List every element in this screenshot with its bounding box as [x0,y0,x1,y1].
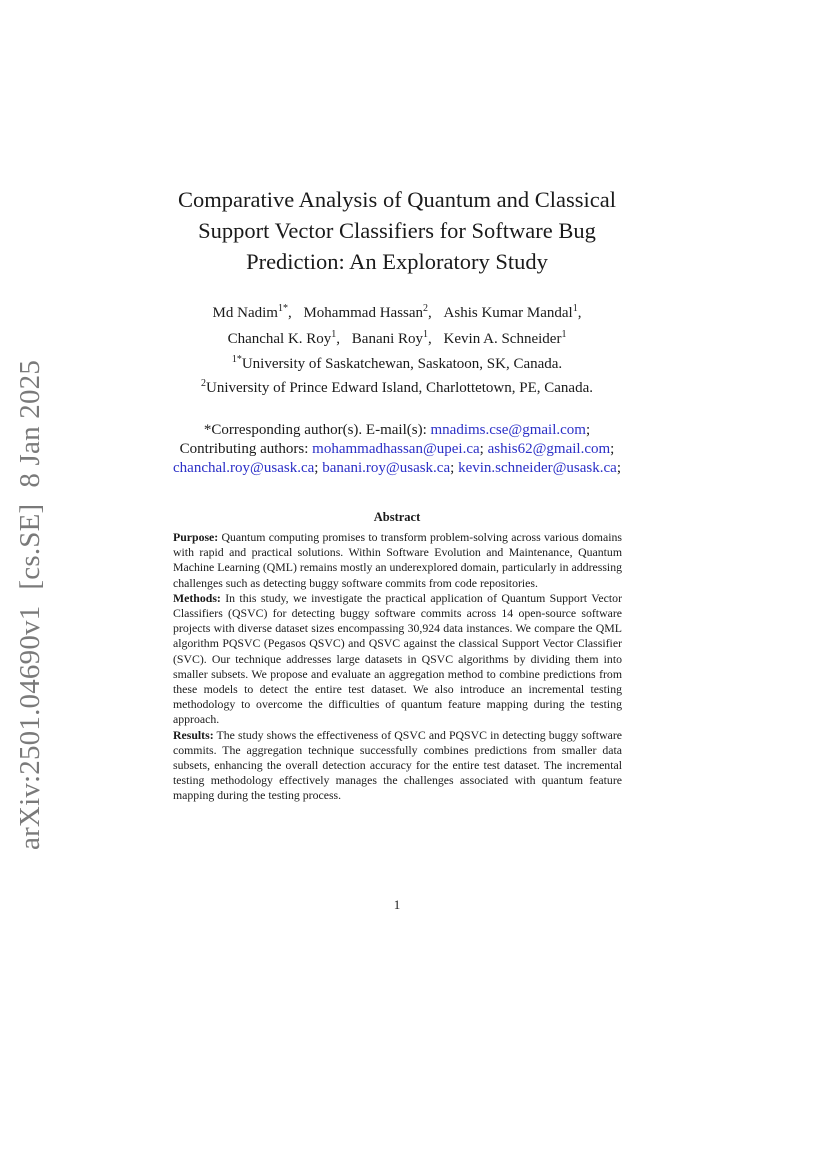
page-number: 1 [393,897,401,912]
abstract-results: Results: The study shows the effectiveness of QSVC and PQSVC in detecting buggy software commits. The aggregation technique successfully combines predictions from smaller data subsets, enhancing the overall detection accuracy for the entire test dataset. The incremental testing methodology effectively manages the challenges associated with quantum feature mapping during the testing process. [173,727,622,803]
email-link[interactable]: mohammadhassan@upei.ca [312,441,480,457]
arxiv-category: [cs.SE] [14,503,46,590]
title-line: Support Vector Classifiers for Software Bug [198,218,596,243]
author: Chanchal K. Roy$^1$, [227,329,341,347]
author: Banani Roy$^1$, [351,329,432,347]
author: Ashis Kumar Mandal$^1$, [443,303,582,321]
author-list [120,298,674,350]
corresponding-label: *Corresponding author(s). E-mail(s): [203,422,431,438]
abstract-purpose: Purpose: Quantum computing promises to transform problem-solving across various domains with rapid and practical solutions. Within Software Evolution and Maintenance, Quantum Machine Learning (QML) remains mostly an underexplored domain, particularly in addressing challenges such as detecting buggy software commits from code repositories. [173,530,622,590]
email-link[interactable]: banani.roy@usask.ca [322,460,451,476]
affiliation: $^{1*}$University of Saskatchewan, Saskatoon, SK, Canada. [231,354,563,372]
author: Mohammad Hassan$^2$, [303,303,432,321]
affiliation: $^2$University of Prince Edward Island, Charlottetown, PE, Canada. [201,378,593,396]
title-line: Comparative Analysis of Quantum and Classical [177,187,617,212]
abstract-heading: Abstract [373,510,421,524]
email-link[interactable]: ashis62@gmail.com [487,441,611,457]
paper-title [120,184,674,277]
author: Kevin A. Schneider$^1$ [443,329,567,347]
contributing-label: Contributing authors: [179,441,313,457]
arxiv-date: 8 Jan 2025 [14,359,46,488]
email-link[interactable]: mnadims.cse@gmail.com [430,422,586,438]
email-link[interactable]: chanchal.roy@usask.ca [173,460,315,476]
arxiv-stamp [14,360,47,850]
title-line: Prediction: An Exploratory Study [246,249,548,274]
abstract-methods: Methods: In this study, we investigate the practical application of Quantum Support Vector Classifiers (QSVC) for detecting buggy software commits across 14 open-source software projects with diverse dataset sizes encompassing 30,924 data instances. We compare the QML algorithm PQSVC (Pegasos QSVC) and QSVC against the classical Support Vector Classifier (SVC). Our technique addresses large datasets in QSVC algorithms by dividing them into smaller subsets. We propose and evaluate an aggregation method to combine predictions from these models to detect the entire test dataset. We also introduce an incremental testing methodology to overcome the difficulties of quantum feature mapping during the testing approach. [173,590,622,727]
author: Md Nadim$^{1*}$, [212,303,292,321]
arxiv-id: arXiv:2501.04690v1 [14,605,46,850]
abstract-body [173,530,622,804]
affiliations [120,350,674,398]
contact-info: *Corresponding author(s). E-mail(s): mnadims.cse@gmail.com; Contributing authors: mohammadhassan@upei.ca; ashis62@gmail.com; chanchal.roy@usask.ca; banani.roy@usask.ca; kevin.schneider@usask.ca; [173,422,621,476]
email-link[interactable]: kevin.schneider@usask.ca [458,460,617,476]
